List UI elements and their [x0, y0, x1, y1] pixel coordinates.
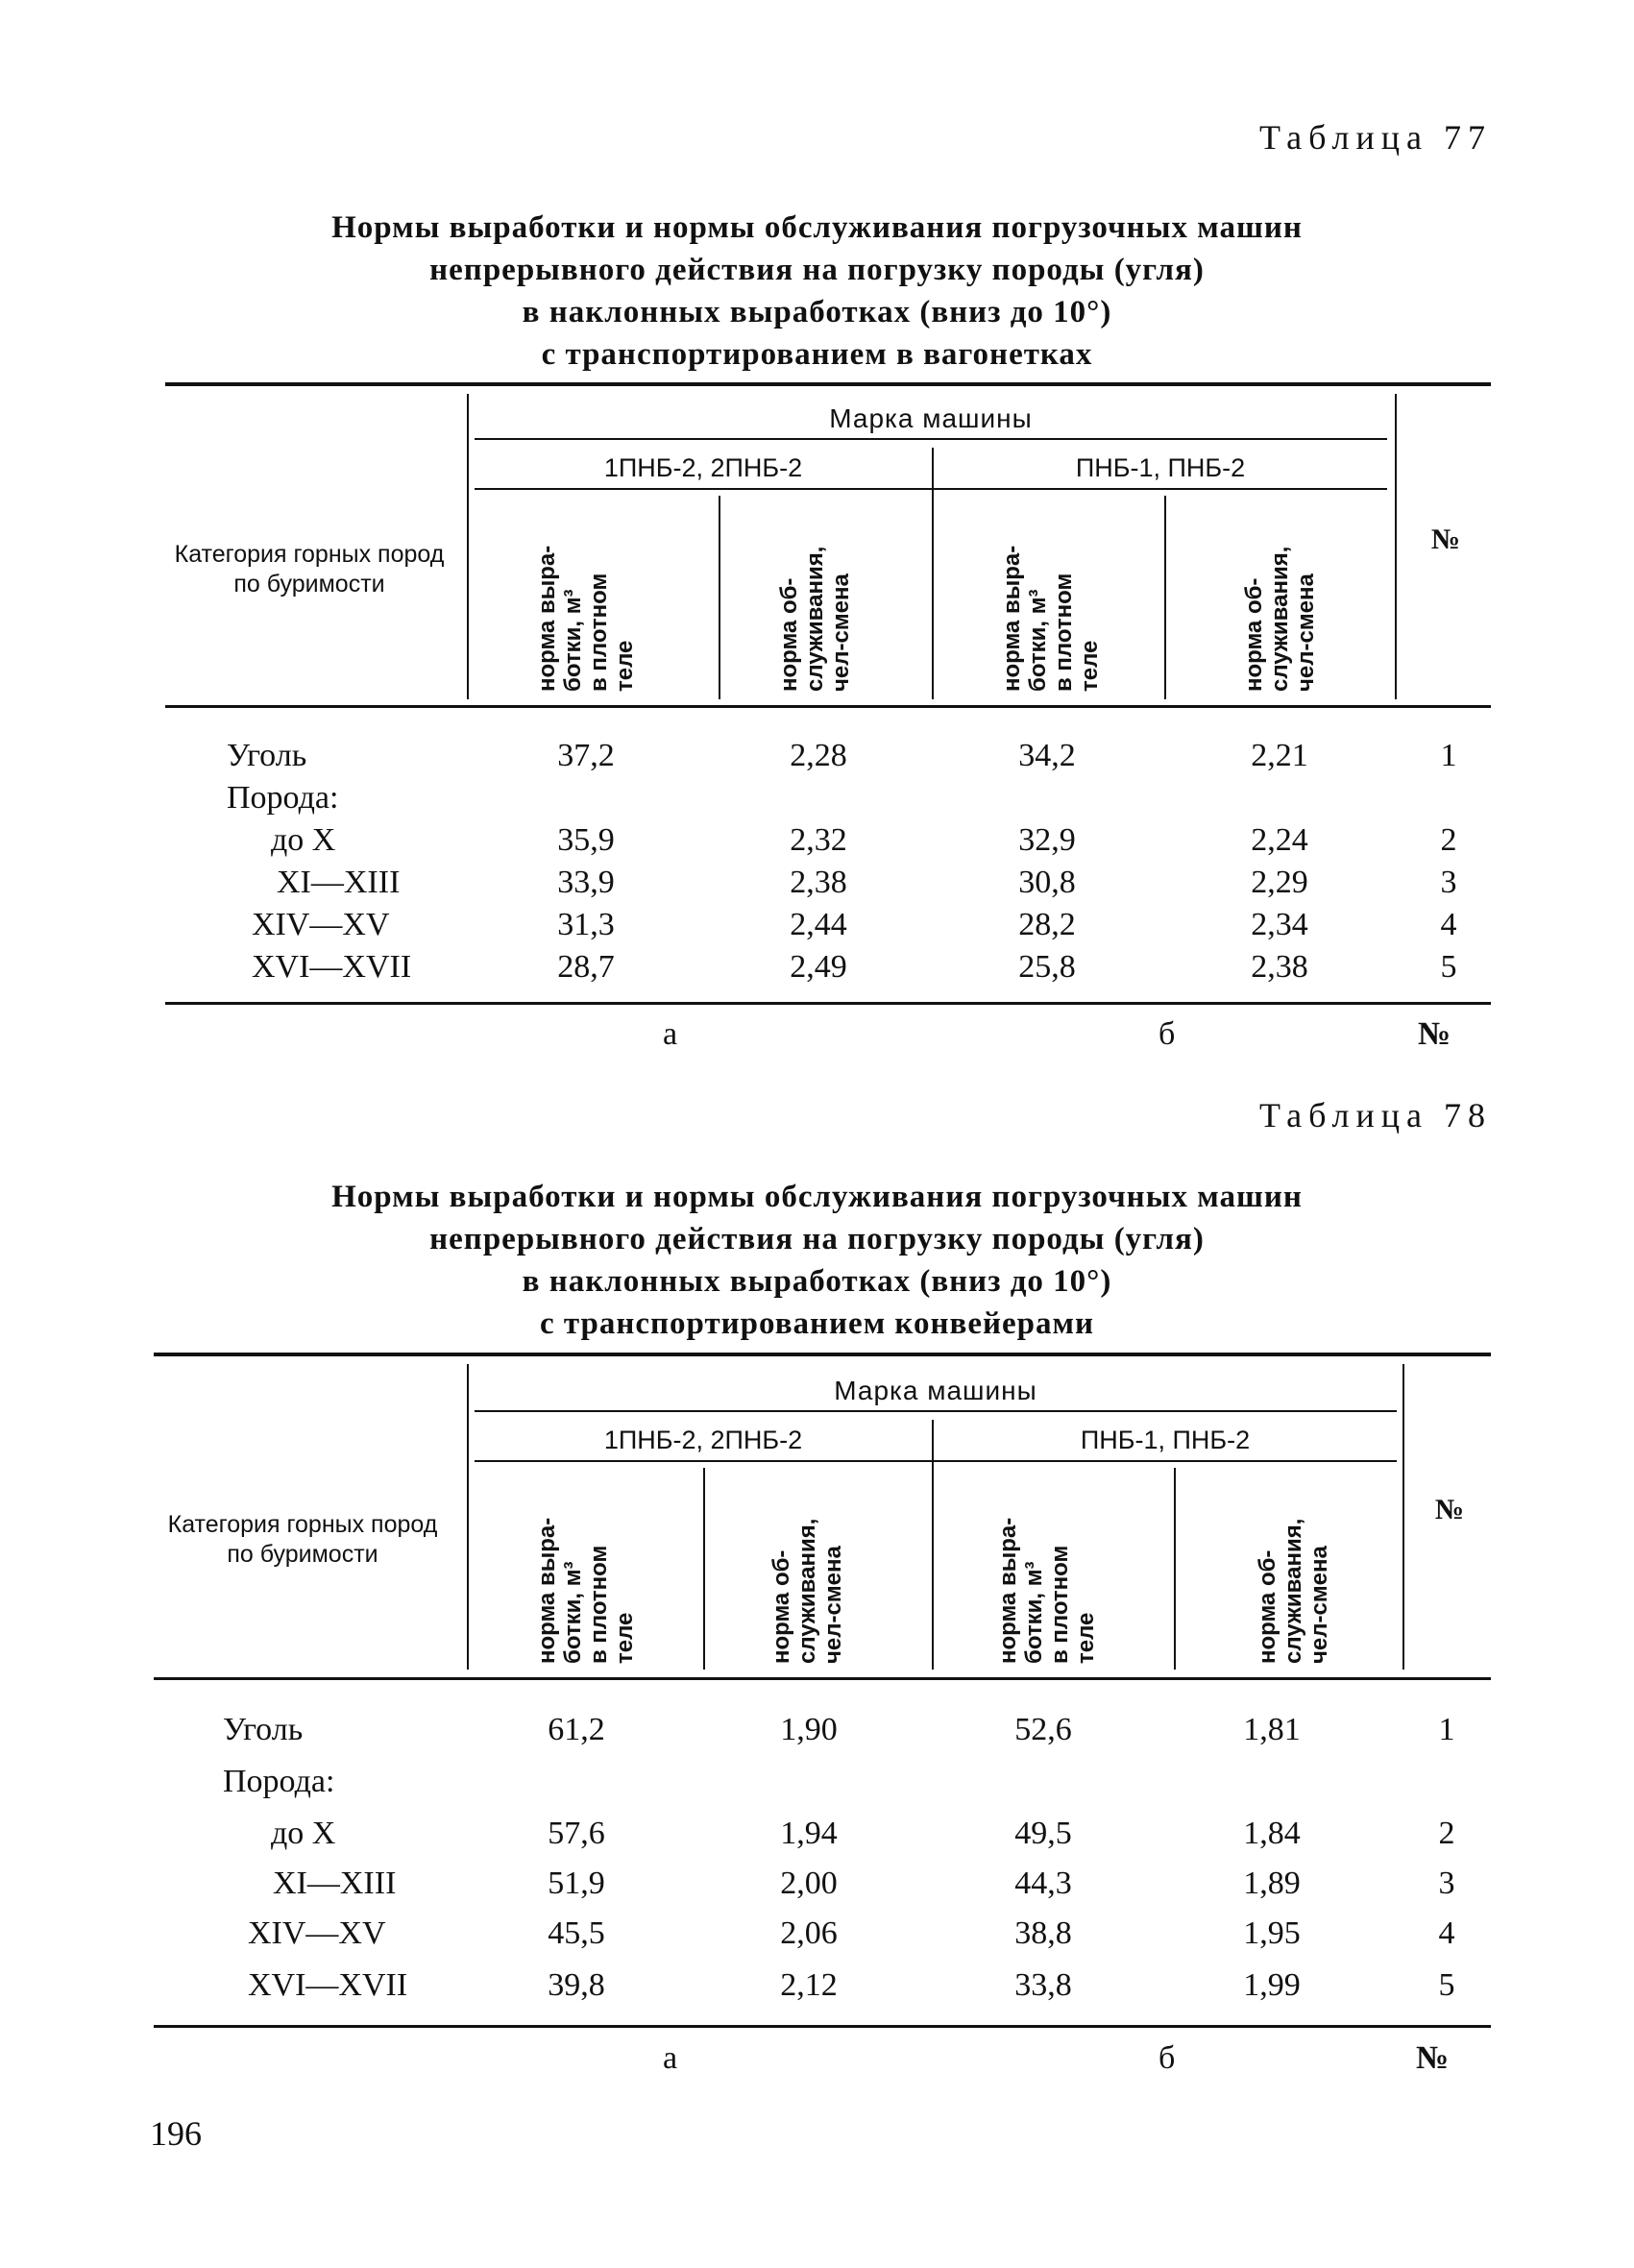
- table-cell: 31,3: [557, 907, 615, 942]
- title-line: с транспортированием конвейерами: [540, 1306, 1094, 1341]
- table-cell: 2,21: [1251, 738, 1308, 773]
- table-cell: 39,8: [548, 1967, 605, 2003]
- row-number: 1: [1440, 738, 1457, 773]
- title-line: Нормы выработки и нормы обслуживания погрузочных машин: [331, 1180, 1303, 1214]
- subgroup-rule: [475, 488, 1387, 490]
- title-line: с транспортированием в вагонетках: [541, 337, 1093, 372]
- group-header-1: 1ПНБ-2, 2ПНБ-2: [603, 1426, 803, 1454]
- number-header: №: [1430, 524, 1461, 555]
- table-cell: 32,9: [1018, 822, 1076, 858]
- table-cell: 2,49: [790, 949, 847, 985]
- table-cell: 61,2: [548, 1712, 605, 1747]
- table-cell: 57,6: [548, 1816, 605, 1851]
- table-cell: 2,06: [780, 1915, 838, 1951]
- row-label: до X: [271, 822, 336, 858]
- header-rule: [154, 1677, 1491, 1680]
- footer-b: б: [1158, 1016, 1176, 1052]
- category-header: Категория горных пород по буримости: [167, 1511, 438, 1568]
- table-cell: 2,38: [790, 865, 847, 900]
- table-cell: 1,89: [1243, 1866, 1301, 1901]
- table-cell: 2,29: [1251, 865, 1308, 900]
- row-label: Уголь: [223, 1712, 304, 1747]
- row-number: 4: [1438, 1915, 1455, 1951]
- table-cell: 25,8: [1018, 949, 1076, 985]
- output-norm-header: норма выра- ботки, м³ в плотном теле: [999, 545, 1103, 692]
- table-cell: 1,84: [1243, 1816, 1301, 1851]
- table-cell: 2,34: [1251, 907, 1308, 942]
- service-norm-header: норма об- служивания, чел-смена: [776, 546, 854, 692]
- table-cell: 2,12: [780, 1967, 838, 2003]
- footer-b: б: [1158, 2040, 1176, 2076]
- table-cell: 49,5: [1014, 1816, 1072, 1851]
- subgroup-rule: [475, 1460, 1397, 1462]
- column-divider: [719, 496, 720, 699]
- machine-header: Марка машины: [834, 1376, 1037, 1405]
- row-number: 1: [1438, 1712, 1455, 1747]
- row-label: Порода:: [227, 780, 339, 816]
- machine-header: Марка машины: [829, 403, 1033, 433]
- table-cell: 35,9: [557, 822, 615, 858]
- row-label: XVI—XVII: [248, 1967, 408, 2003]
- row-label: Уголь: [227, 738, 307, 773]
- footer-no: №: [1418, 1016, 1451, 1052]
- table-title: [0, 1176, 1634, 1345]
- column-divider: [467, 1364, 469, 1670]
- column-divider: [1174, 1468, 1176, 1670]
- table-title: [0, 207, 1634, 376]
- table-number: Таблица 78: [1259, 1096, 1492, 1134]
- title-line: в наклонных выработках (вниз до 10°): [522, 295, 1112, 329]
- output-norm-header: норма выра- ботки, м³ в плотном теле: [534, 545, 638, 692]
- service-norm-header: норма об- служивания, чел-смена: [768, 1518, 846, 1664]
- bottom-rule: [165, 1002, 1491, 1005]
- table-cell: 1,94: [780, 1816, 838, 1851]
- table-cell: 37,2: [557, 738, 615, 773]
- row-label: XIV—XV: [252, 907, 390, 942]
- page-number: 196: [150, 2114, 202, 2153]
- title-line: в наклонных выработках (вниз до 10°): [522, 1264, 1112, 1299]
- top-rule: [165, 382, 1491, 386]
- title-line: Нормы выработки и нормы обслуживания погрузочных машин: [331, 210, 1303, 245]
- column-divider: [1395, 394, 1397, 699]
- table-cell: 2,32: [790, 822, 847, 858]
- category-header: Категория горных пород по буримости: [174, 541, 445, 597]
- row-label: XVI—XVII: [252, 949, 412, 985]
- column-divider: [1164, 496, 1166, 699]
- footer-no: №: [1416, 2040, 1450, 2076]
- table-cell: 2,24: [1251, 822, 1308, 858]
- table-cell: 51,9: [548, 1866, 605, 1901]
- table-cell: 28,2: [1018, 907, 1076, 942]
- table-cell: 33,8: [1014, 1967, 1072, 2003]
- row-label: XIV—XV: [248, 1915, 386, 1951]
- row-number: 2: [1440, 822, 1457, 858]
- table-cell: 2,38: [1251, 949, 1308, 985]
- row-label: до X: [271, 1816, 336, 1851]
- table-cell: 2,00: [780, 1866, 838, 1901]
- column-divider: [932, 1420, 934, 1670]
- table-cell: 1,95: [1243, 1915, 1301, 1951]
- column-divider: [932, 448, 934, 699]
- service-norm-header: норма об- служивания, чел-смена: [1255, 1518, 1332, 1664]
- column-divider: [703, 1468, 705, 1670]
- table-cell: 44,3: [1014, 1866, 1072, 1901]
- table-cell: 2,44: [790, 907, 847, 942]
- header-rule: [165, 705, 1491, 708]
- row-number: 3: [1438, 1866, 1455, 1901]
- group-header-2: ПНБ-1, ПНБ-2: [1075, 453, 1246, 482]
- title-line: непрерывного действия на погрузку породы (угля): [429, 253, 1205, 287]
- table-cell: 1,99: [1243, 1967, 1301, 2003]
- bottom-rule: [154, 2025, 1491, 2028]
- table-cell: 38,8: [1014, 1915, 1072, 1951]
- row-label: Порода:: [223, 1764, 335, 1799]
- table-cell: 2,28: [790, 738, 847, 773]
- table-cell: 1,90: [780, 1712, 838, 1747]
- footer-a: а: [663, 2040, 678, 2076]
- table-cell: 28,7: [557, 949, 615, 985]
- row-number: 5: [1440, 949, 1457, 985]
- number-header: №: [1434, 1494, 1465, 1525]
- table-number: Таблица 77: [1259, 118, 1492, 157]
- group-header-1: 1ПНБ-2, 2ПНБ-2: [603, 453, 803, 482]
- row-number: 5: [1438, 1967, 1455, 2003]
- service-norm-header: норма об- служивания, чел-смена: [1241, 546, 1319, 692]
- group-header-2: ПНБ-1, ПНБ-2: [1080, 1426, 1251, 1454]
- table-cell: 1,81: [1243, 1712, 1301, 1747]
- row-number: 4: [1440, 907, 1457, 942]
- row-label: XI—XIII: [277, 865, 401, 900]
- group-rule: [475, 1410, 1397, 1412]
- row-number: 2: [1438, 1816, 1455, 1851]
- output-norm-header: норма выра- ботки, м³ в плотном теле: [534, 1517, 638, 1664]
- table-cell: 45,5: [548, 1915, 605, 1951]
- column-divider: [1402, 1364, 1404, 1670]
- table-cell: 52,6: [1014, 1712, 1072, 1747]
- top-rule: [154, 1353, 1491, 1356]
- row-label: XI—XIII: [273, 1866, 397, 1901]
- footer-a: а: [663, 1016, 678, 1052]
- title-line: непрерывного действия на погрузку породы (угля): [429, 1222, 1205, 1256]
- group-rule: [475, 438, 1387, 440]
- table-cell: 34,2: [1018, 738, 1076, 773]
- table-cell: 30,8: [1018, 865, 1076, 900]
- row-number: 3: [1440, 865, 1457, 900]
- output-norm-header: норма выра- ботки, м³ в плотном теле: [995, 1517, 1099, 1664]
- table-cell: 33,9: [557, 865, 615, 900]
- column-divider: [467, 394, 469, 699]
